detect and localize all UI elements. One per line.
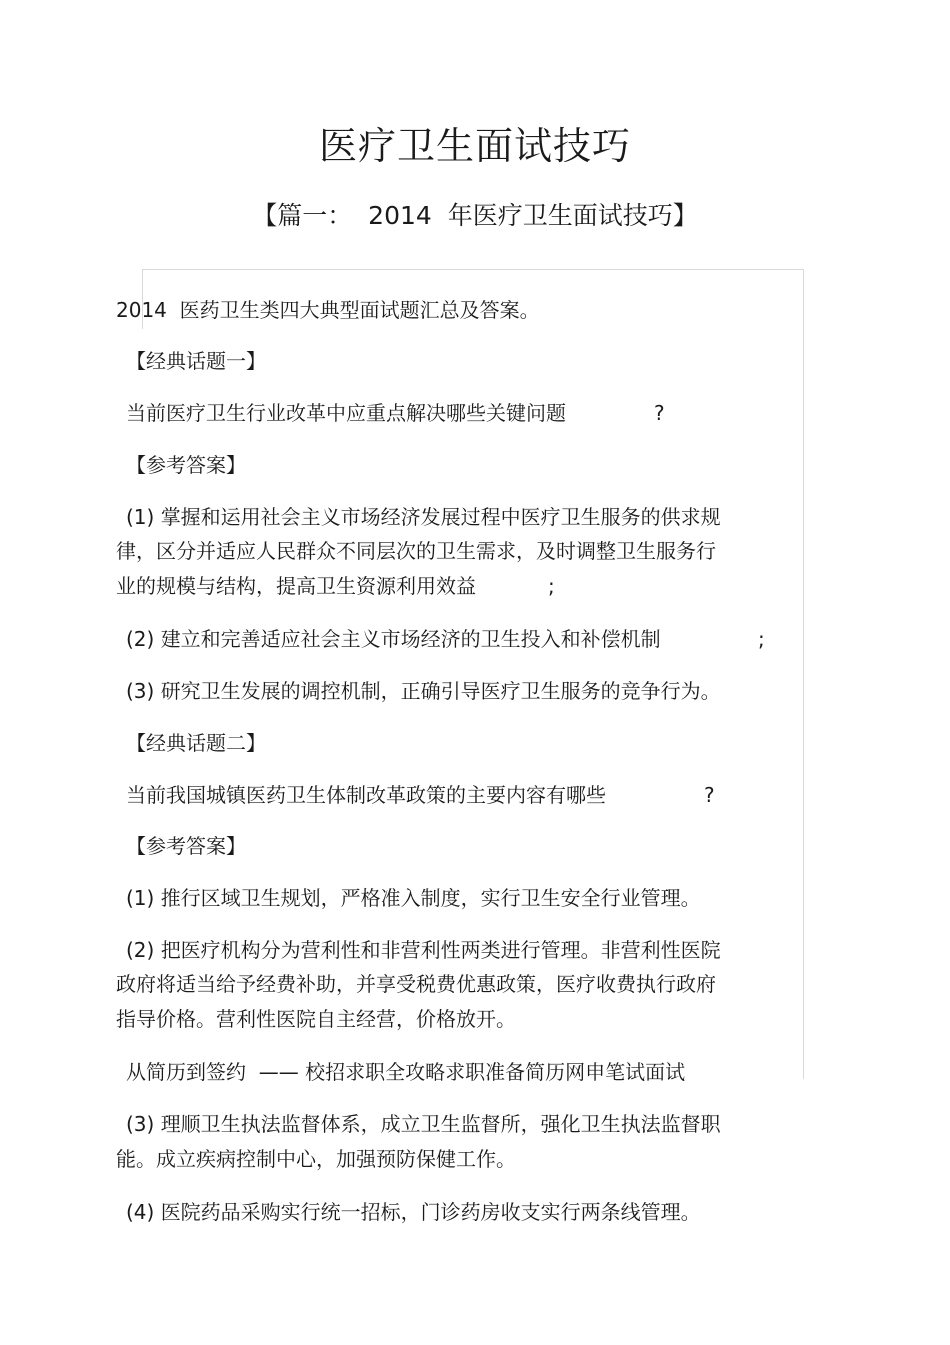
page-title: 医疗卫生面试技巧 (318, 124, 631, 168)
answer2-item4: (4) 医院药品采购实行统一招标，门诊药房收支实行两条线管理。 (126, 1200, 701, 1224)
topic2-heading: 【经典话题二】 (126, 731, 266, 755)
intro-line: 2014 医药卫生类四大典型面试题汇总及答案。 (116, 298, 540, 322)
answer2-item1: (1) 推行区域卫生规划，严格准入制度，实行卫生安全行业管理。 (126, 886, 701, 910)
answer1-item2-end: ; (758, 627, 765, 651)
topic1-question-mark: ? (654, 401, 665, 425)
content-frame-top-border (142, 269, 804, 270)
topic1-heading: 【经典话题一】 (126, 349, 266, 373)
answer1-item1-line2: 律，区分并适应人民群众不同层次的卫生需求，及时调整卫生服务行 (116, 539, 716, 563)
topic2-question: 当前我国城镇医药卫生体制改革政策的主要内容有哪些 (126, 783, 606, 807)
promo-line: 从简历到签约 —— 校招求职全攻略求职准备简历网申笔试面试 (126, 1060, 686, 1084)
answer1-item3: (3) 研究卫生发展的调控机制，正确引导医疗卫生服务的竞争行为。 (126, 679, 721, 703)
answer2-item3-line1: (3) 理顺卫生执法监督体系，成立卫生监督所，强化卫生执法监督职 (126, 1112, 721, 1136)
answer1-item1-end: ; (548, 574, 555, 598)
topic2-question-mark: ? (704, 783, 715, 807)
answer2-item2-line2: 政府将适当给予经费补助，并享受税费优惠政策，医疗收费执行政府 (116, 972, 716, 996)
answer1-item1-line3: 业的规模与结构，提高卫生资源利用效益 (116, 574, 476, 598)
answer1-item2: (2) 建立和完善适应社会主义市场经济的卫生投入和补偿机制 (126, 627, 661, 651)
answer1-heading: 【参考答案】 (126, 453, 246, 477)
answer2-item2-line1: (2) 把医疗机构分为营利性和非营利性两类进行管理。非营利性医院 (126, 938, 721, 962)
answer1-item1-line1: (1) 掌握和运用社会主义市场经济发展过程中医疗卫生服务的供求规 (126, 505, 721, 529)
topic1-question: 当前医疗卫生行业改革中应重点解决哪些关键问题 (126, 401, 566, 425)
answer2-item3-line2: 能。成立疾病控制中心，加强预防保健工作。 (116, 1147, 516, 1171)
section-subtitle: 【篇一： 2014 年医疗卫生面试技巧】 (252, 201, 698, 230)
content-frame-right-border (803, 269, 804, 1079)
answer2-item2-line3: 指导价格。营利性医院自主经营，价格放开。 (116, 1007, 516, 1031)
answer2-heading: 【参考答案】 (126, 834, 246, 858)
